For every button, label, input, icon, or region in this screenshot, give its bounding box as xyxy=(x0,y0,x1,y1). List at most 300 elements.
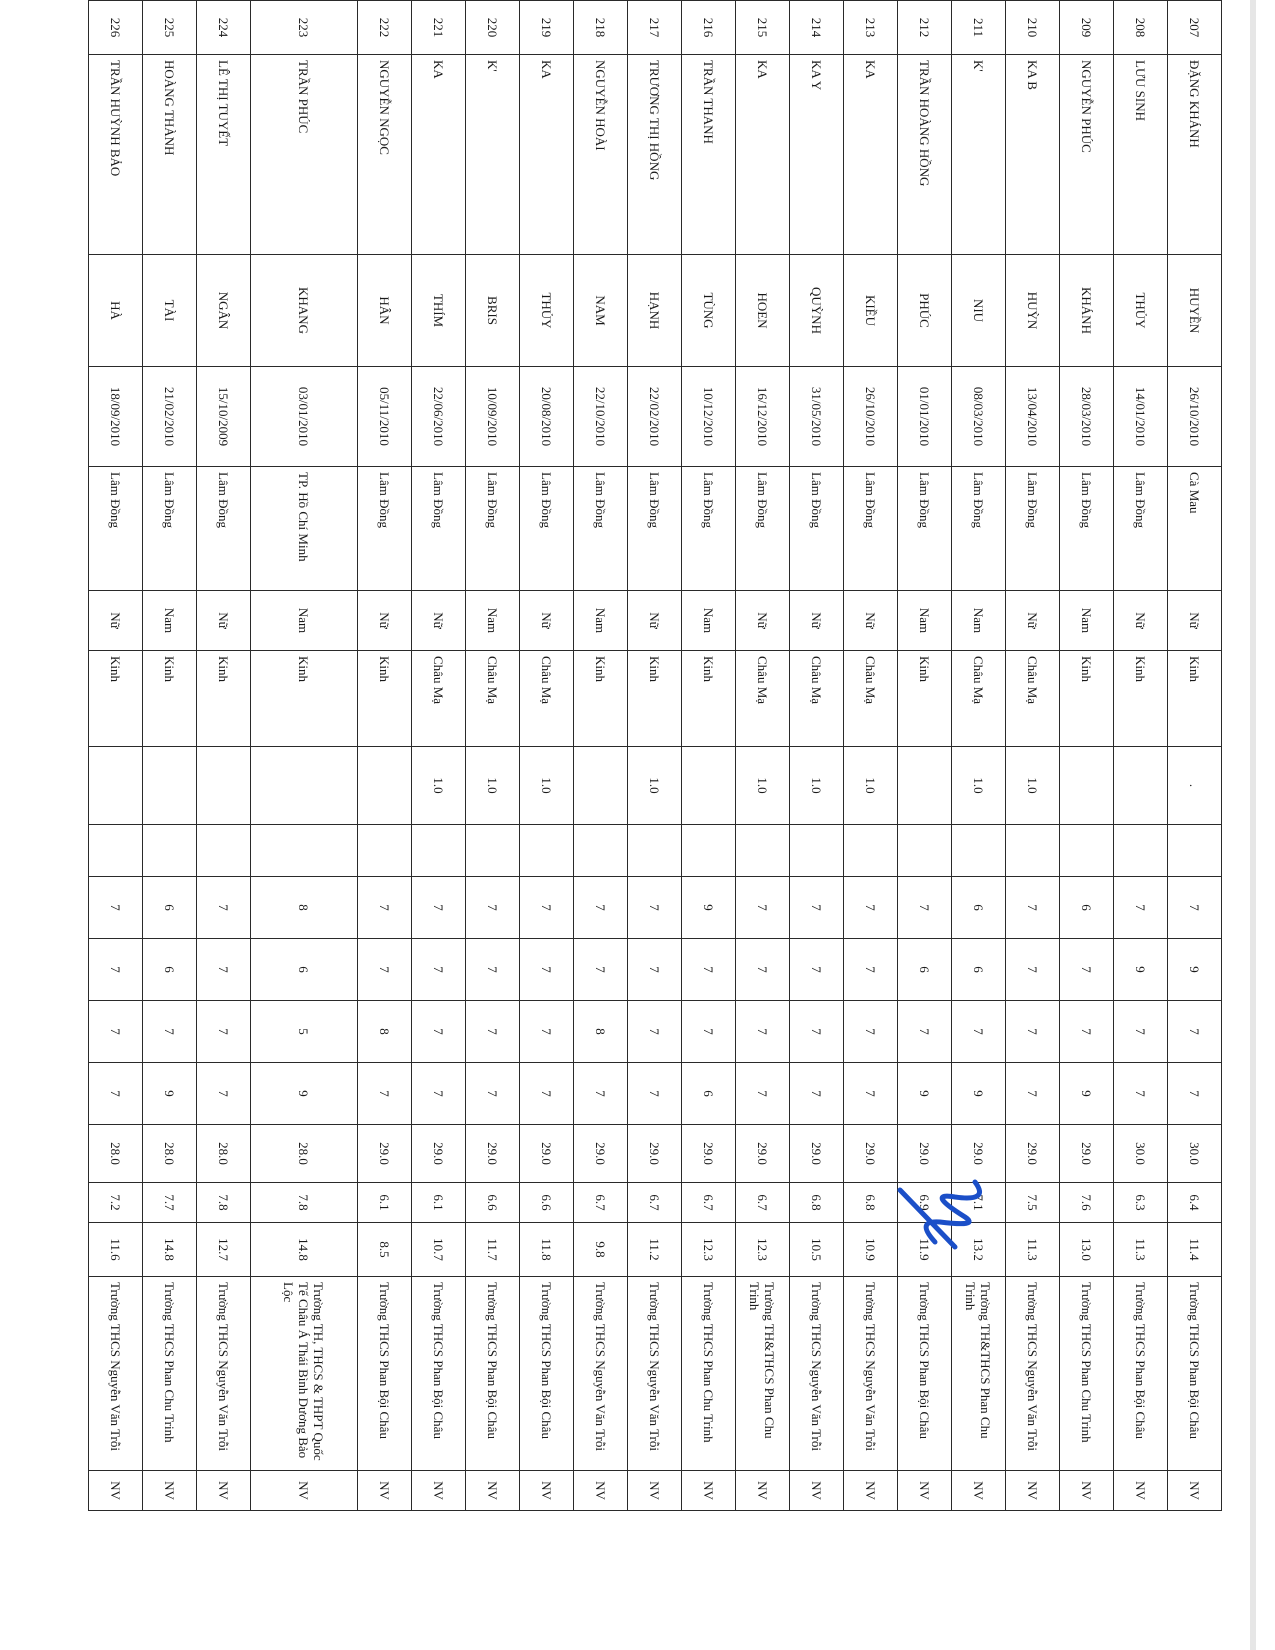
bonus-cell xyxy=(736,825,790,877)
total-score-cell: 28.0 xyxy=(197,1125,251,1183)
table-row xyxy=(251,1,358,1511)
first-name-cell: THỦY xyxy=(520,255,574,367)
last-name-cell: KA xyxy=(844,55,898,255)
gender-cell: Nam xyxy=(466,591,520,651)
birth-place-cell: TP. Hồ Chí Minh xyxy=(251,467,358,591)
ethnicity-cell: Châu Mạ xyxy=(952,651,1006,747)
bonus-cell xyxy=(520,825,574,877)
exam-score-cell: 10.7 xyxy=(412,1223,466,1277)
birth-place-cell: Lâm Đồng xyxy=(89,467,143,591)
birth-date-cell: 22/02/2010 xyxy=(628,367,682,467)
score-2-cell: 6 xyxy=(251,939,358,1001)
exam-score-cell: 13.0 xyxy=(1060,1223,1114,1277)
ethnicity-cell: Kinh xyxy=(682,651,736,747)
score-2-cell: 9 xyxy=(1168,939,1222,1001)
average-cell: 6.3 xyxy=(1114,1183,1168,1223)
first-name-cell: THỦY xyxy=(1114,255,1168,367)
score-3-cell: 7 xyxy=(1114,1001,1168,1063)
bonus-cell xyxy=(251,825,358,877)
average-cell: 7.5 xyxy=(1006,1183,1060,1223)
score-3-cell: 7 xyxy=(844,1001,898,1063)
score-3-cell: 8 xyxy=(574,1001,628,1063)
total-score-cell: 29.0 xyxy=(736,1125,790,1183)
stt-cell: 224 xyxy=(197,1,251,55)
score-1-cell: 7 xyxy=(628,877,682,939)
stt-cell: 217 xyxy=(628,1,682,55)
priority-cell xyxy=(574,747,628,825)
bonus-cell xyxy=(1006,825,1060,877)
score-2-cell: 7 xyxy=(89,939,143,1001)
table-row xyxy=(574,1,628,1511)
school-cell: Trường THCS Phan Chu Trinh xyxy=(682,1277,736,1471)
stt-cell: 211 xyxy=(952,1,1006,55)
average-cell: 7.2 xyxy=(89,1183,143,1223)
school-cell: Trường THCS Phan Bội Châu xyxy=(412,1277,466,1471)
score-4-cell: 9 xyxy=(143,1063,197,1125)
last-name-cell: LƯU SINH xyxy=(1114,55,1168,255)
table-row xyxy=(1006,1,1060,1511)
exam-score-cell: 12.7 xyxy=(197,1223,251,1277)
score-1-cell: 9 xyxy=(682,877,736,939)
priority-cell: 1.0 xyxy=(466,747,520,825)
birth-place-cell: Lâm Đồng xyxy=(682,467,736,591)
last-name-cell: LÊ THỊ TUYẾT xyxy=(197,55,251,255)
table-row xyxy=(628,1,682,1511)
birth-date-cell: 21/02/2010 xyxy=(143,367,197,467)
school-cell: Trường TH&THCS Phan Chu Trinh xyxy=(952,1277,1006,1471)
last-name-cell: K' xyxy=(952,55,1006,255)
gender-cell: Nữ xyxy=(1168,591,1222,651)
wish-cell: NV xyxy=(412,1471,466,1511)
gender-cell: Nữ xyxy=(520,591,574,651)
ethnicity-cell: Kinh xyxy=(143,651,197,747)
last-name-cell: NGUYỄN NGỌC xyxy=(358,55,412,255)
exam-score-cell: 10.9 xyxy=(844,1223,898,1277)
birth-date-cell: 16/12/2010 xyxy=(736,367,790,467)
first-name-cell: HẠNH xyxy=(628,255,682,367)
average-cell: 7.8 xyxy=(251,1183,358,1223)
total-score-cell: 29.0 xyxy=(466,1125,520,1183)
score-2-cell: 7 xyxy=(574,939,628,1001)
gender-cell: Nữ xyxy=(790,591,844,651)
table-row xyxy=(1168,1,1222,1511)
total-score-cell: 28.0 xyxy=(143,1125,197,1183)
gender-cell: Nữ xyxy=(197,591,251,651)
score-1-cell: 6 xyxy=(952,877,1006,939)
score-1-cell: 7 xyxy=(358,877,412,939)
ethnicity-cell: Châu Mạ xyxy=(736,651,790,747)
birth-date-cell: 20/08/2010 xyxy=(520,367,574,467)
school-cell: Trường TH, THCS & THPT Quốc Tế Châu Á Thái Bình Dương Bảo Lộc xyxy=(251,1277,358,1471)
score-3-cell: 5 xyxy=(251,1001,358,1063)
score-1-cell: 7 xyxy=(790,877,844,939)
score-2-cell: 7 xyxy=(736,939,790,1001)
score-1-cell: 7 xyxy=(412,877,466,939)
total-score-cell: 29.0 xyxy=(520,1125,574,1183)
total-score-cell: 29.0 xyxy=(358,1125,412,1183)
priority-cell: 1.0 xyxy=(520,747,574,825)
priority-cell: 1.0 xyxy=(412,747,466,825)
score-3-cell: 7 xyxy=(952,1001,1006,1063)
score-1-cell: 7 xyxy=(844,877,898,939)
score-4-cell: 7 xyxy=(520,1063,574,1125)
exam-score-cell: 11.3 xyxy=(1114,1223,1168,1277)
exam-score-cell: 11.6 xyxy=(89,1223,143,1277)
average-cell: 6.8 xyxy=(844,1183,898,1223)
score-2-cell: 9 xyxy=(1114,939,1168,1001)
bonus-cell xyxy=(358,825,412,877)
bonus-cell xyxy=(628,825,682,877)
total-score-cell: 29.0 xyxy=(412,1125,466,1183)
birth-place-cell: Lâm Đồng xyxy=(466,467,520,591)
score-2-cell: 7 xyxy=(628,939,682,1001)
average-cell: 6.8 xyxy=(790,1183,844,1223)
score-4-cell: 9 xyxy=(898,1063,952,1125)
priority-cell xyxy=(143,747,197,825)
first-name-cell: NIU xyxy=(952,255,1006,367)
last-name-cell: TRẦN PHÚC xyxy=(251,55,358,255)
bonus-cell xyxy=(1114,825,1168,877)
table-row xyxy=(197,1,251,1511)
ethnicity-cell: Kinh xyxy=(1168,651,1222,747)
exam-score-cell: 11.2 xyxy=(628,1223,682,1277)
priority-cell xyxy=(898,747,952,825)
ethnicity-cell: Kinh xyxy=(358,651,412,747)
score-1-cell: 7 xyxy=(197,877,251,939)
score-2-cell: 6 xyxy=(952,939,1006,1001)
birth-place-cell: Lâm Đồng xyxy=(844,467,898,591)
first-name-cell: KIỀU xyxy=(844,255,898,367)
gender-cell: Nữ xyxy=(844,591,898,651)
score-2-cell: 7 xyxy=(197,939,251,1001)
birth-place-cell: Lâm Đồng xyxy=(1060,467,1114,591)
birth-place-cell: Lâm Đồng xyxy=(520,467,574,591)
score-2-cell: 7 xyxy=(1006,939,1060,1001)
birth-date-cell: 26/10/2010 xyxy=(844,367,898,467)
ethnicity-cell: Châu Mạ xyxy=(844,651,898,747)
table-row xyxy=(520,1,574,1511)
school-cell: Trường TH&THCS Phan Chu Trinh xyxy=(736,1277,790,1471)
exam-score-cell: 13.2 xyxy=(952,1223,1006,1277)
wish-cell: NV xyxy=(574,1471,628,1511)
average-cell: 7.1 xyxy=(952,1183,1006,1223)
priority-cell: 1.0 xyxy=(1006,747,1060,825)
score-3-cell: 7 xyxy=(197,1001,251,1063)
stt-cell: 226 xyxy=(89,1,143,55)
stt-cell: 225 xyxy=(143,1,197,55)
first-name-cell: THÍM xyxy=(412,255,466,367)
score-3-cell: 7 xyxy=(412,1001,466,1063)
stt-cell: 210 xyxy=(1006,1,1060,55)
total-score-cell: 30.0 xyxy=(1114,1125,1168,1183)
average-cell: 6.6 xyxy=(520,1183,574,1223)
ethnicity-cell: Châu Mạ xyxy=(790,651,844,747)
ethnicity-cell: Kinh xyxy=(89,651,143,747)
table-row xyxy=(1114,1,1168,1511)
birth-place-cell: Lâm Đồng xyxy=(898,467,952,591)
priority-cell: 1.0 xyxy=(736,747,790,825)
wish-cell: NV xyxy=(251,1471,358,1511)
stt-cell: 209 xyxy=(1060,1,1114,55)
priority-cell: . xyxy=(1168,747,1222,825)
stt-cell: 219 xyxy=(520,1,574,55)
exam-score-cell: 11.7 xyxy=(466,1223,520,1277)
first-name-cell: HUỲN xyxy=(1006,255,1060,367)
score-4-cell: 7 xyxy=(1168,1063,1222,1125)
average-cell: 6.7 xyxy=(736,1183,790,1223)
stt-cell: 212 xyxy=(898,1,952,55)
gender-cell: Nam xyxy=(952,591,1006,651)
score-4-cell: 7 xyxy=(574,1063,628,1125)
bonus-cell xyxy=(1060,825,1114,877)
wish-cell: NV xyxy=(790,1471,844,1511)
stt-cell: 214 xyxy=(790,1,844,55)
average-cell: 6.1 xyxy=(358,1183,412,1223)
birth-date-cell: 26/10/2010 xyxy=(1168,367,1222,467)
school-cell: Trường THCS Phan Bội Châu xyxy=(898,1277,952,1471)
gender-cell: Nữ xyxy=(1006,591,1060,651)
birth-date-cell: 14/01/2010 xyxy=(1114,367,1168,467)
school-cell: Trường THCS Nguyễn Văn Trỗi xyxy=(1006,1277,1060,1471)
gender-cell: Nam xyxy=(898,591,952,651)
score-4-cell: 7 xyxy=(412,1063,466,1125)
wish-cell: NV xyxy=(466,1471,520,1511)
total-score-cell: 29.0 xyxy=(1006,1125,1060,1183)
birth-date-cell: 18/09/2010 xyxy=(89,367,143,467)
gender-cell: Nữ xyxy=(358,591,412,651)
birth-date-cell: 03/01/2010 xyxy=(251,367,358,467)
wish-cell: NV xyxy=(89,1471,143,1511)
table-row xyxy=(898,1,952,1511)
birth-place-cell: Lâm Đồng xyxy=(1114,467,1168,591)
birth-place-cell: Lâm Đồng xyxy=(197,467,251,591)
table-row xyxy=(790,1,844,1511)
exam-score-cell: 11.3 xyxy=(1006,1223,1060,1277)
bonus-cell xyxy=(1168,825,1222,877)
score-3-cell: 7 xyxy=(143,1001,197,1063)
school-cell: Trường THCS Phan Chu Trinh xyxy=(1060,1277,1114,1471)
first-name-cell: TÀI xyxy=(143,255,197,367)
table-row xyxy=(143,1,197,1511)
total-score-cell: 29.0 xyxy=(952,1125,1006,1183)
stt-cell: 215 xyxy=(736,1,790,55)
score-3-cell: 7 xyxy=(1060,1001,1114,1063)
first-name-cell: HÂN xyxy=(358,255,412,367)
stt-cell: 220 xyxy=(466,1,520,55)
score-3-cell: 7 xyxy=(520,1001,574,1063)
bonus-cell xyxy=(844,825,898,877)
last-name-cell: KA Y xyxy=(790,55,844,255)
score-1-cell: 7 xyxy=(574,877,628,939)
exam-score-cell: 10.5 xyxy=(790,1223,844,1277)
stt-cell: 221 xyxy=(412,1,466,55)
priority-cell xyxy=(251,747,358,825)
score-1-cell: 7 xyxy=(520,877,574,939)
score-4-cell: 7 xyxy=(358,1063,412,1125)
school-cell: Trường THCS Phan Bội Châu xyxy=(466,1277,520,1471)
score-4-cell: 9 xyxy=(1060,1063,1114,1125)
exam-score-cell: 11.9 xyxy=(898,1223,952,1277)
score-3-cell: 7 xyxy=(628,1001,682,1063)
gender-cell: Nam xyxy=(1060,591,1114,651)
priority-cell: 1.0 xyxy=(628,747,682,825)
score-3-cell: 7 xyxy=(1168,1001,1222,1063)
birth-place-cell: Lâm Đồng xyxy=(628,467,682,591)
last-name-cell: KA B xyxy=(1006,55,1060,255)
last-name-cell: ĐẶNG KHÁNH xyxy=(1168,55,1222,255)
birth-date-cell: 08/03/2010 xyxy=(952,367,1006,467)
birth-date-cell: 22/06/2010 xyxy=(412,367,466,467)
score-4-cell: 7 xyxy=(736,1063,790,1125)
last-name-cell: TRẦN THANH xyxy=(682,55,736,255)
last-name-cell: HOÀNG THÀNH xyxy=(143,55,197,255)
total-score-cell: 29.0 xyxy=(574,1125,628,1183)
last-name-cell: NGUYỄN PHÚC xyxy=(1060,55,1114,255)
score-4-cell: 7 xyxy=(89,1063,143,1125)
wish-cell: NV xyxy=(1114,1471,1168,1511)
exam-score-cell: 11.8 xyxy=(520,1223,574,1277)
last-name-cell: NGUYỄN HOÀI xyxy=(574,55,628,255)
bonus-cell xyxy=(143,825,197,877)
average-cell: 6.9 xyxy=(898,1183,952,1223)
stt-cell: 213 xyxy=(844,1,898,55)
first-name-cell: NAM xyxy=(574,255,628,367)
gender-cell: Nữ xyxy=(89,591,143,651)
priority-cell: 1.0 xyxy=(844,747,898,825)
score-2-cell: 7 xyxy=(412,939,466,1001)
score-3-cell: 7 xyxy=(1006,1001,1060,1063)
total-score-cell: 30.0 xyxy=(1168,1125,1222,1183)
score-2-cell: 7 xyxy=(790,939,844,1001)
total-score-cell: 29.0 xyxy=(682,1125,736,1183)
average-cell: 6.4 xyxy=(1168,1183,1222,1223)
average-cell: 7.8 xyxy=(197,1183,251,1223)
score-2-cell: 7 xyxy=(1060,939,1114,1001)
birth-date-cell: 13/04/2010 xyxy=(1006,367,1060,467)
priority-cell xyxy=(197,747,251,825)
score-4-cell: 7 xyxy=(197,1063,251,1125)
score-2-cell: 6 xyxy=(898,939,952,1001)
last-name-cell: K' xyxy=(466,55,520,255)
score-1-cell: 7 xyxy=(89,877,143,939)
score-2-cell: 7 xyxy=(682,939,736,1001)
first-name-cell: HÀ xyxy=(89,255,143,367)
total-score-cell: 29.0 xyxy=(628,1125,682,1183)
priority-cell: 1.0 xyxy=(952,747,1006,825)
score-1-cell: 7 xyxy=(736,877,790,939)
ethnicity-cell: Châu Mạ xyxy=(412,651,466,747)
table-body xyxy=(89,1,1222,1511)
first-name-cell: KHÁNH xyxy=(1060,255,1114,367)
school-cell: Trường THCS Nguyễn Văn Trỗi xyxy=(574,1277,628,1471)
score-4-cell: 7 xyxy=(466,1063,520,1125)
score-2-cell: 7 xyxy=(844,939,898,1001)
wish-cell: NV xyxy=(1006,1471,1060,1511)
table-row xyxy=(1060,1,1114,1511)
average-cell: 7.7 xyxy=(143,1183,197,1223)
score-1-cell: 6 xyxy=(1060,877,1114,939)
score-3-cell: 7 xyxy=(790,1001,844,1063)
table-row xyxy=(412,1,466,1511)
table-row xyxy=(952,1,1006,1511)
score-2-cell: 7 xyxy=(520,939,574,1001)
gender-cell: Nữ xyxy=(628,591,682,651)
birth-place-cell: Lâm Đồng xyxy=(952,467,1006,591)
ethnicity-cell: Châu Mạ xyxy=(1006,651,1060,747)
exam-score-cell: 12.3 xyxy=(736,1223,790,1277)
first-name-cell: NGÂN xyxy=(197,255,251,367)
school-cell: Trường THCS Nguyễn Văn Trỗi xyxy=(790,1277,844,1471)
gender-cell: Nam xyxy=(143,591,197,651)
school-cell: Trường THCS Nguyễn Văn Trỗi xyxy=(89,1277,143,1471)
bonus-cell xyxy=(790,825,844,877)
birth-date-cell: 22/10/2010 xyxy=(574,367,628,467)
score-3-cell: 7 xyxy=(89,1001,143,1063)
total-score-cell: 28.0 xyxy=(89,1125,143,1183)
ethnicity-cell: Kinh xyxy=(898,651,952,747)
bonus-cell xyxy=(898,825,952,877)
birth-date-cell: 15/10/2009 xyxy=(197,367,251,467)
birth-place-cell: Lâm Đồng xyxy=(143,467,197,591)
first-name-cell: KHANG xyxy=(251,255,358,367)
birth-date-cell: 10/09/2010 xyxy=(466,367,520,467)
last-name-cell: TRƯƠNG THỊ HỒNG xyxy=(628,55,682,255)
wish-cell: NV xyxy=(628,1471,682,1511)
average-cell: 6.1 xyxy=(412,1183,466,1223)
gender-cell: Nữ xyxy=(736,591,790,651)
birth-date-cell: 01/01/2010 xyxy=(898,367,952,467)
score-2-cell: 6 xyxy=(143,939,197,1001)
table-row xyxy=(466,1,520,1511)
last-name-cell: TRẦN HUỲNH BẢO xyxy=(89,55,143,255)
score-2-cell: 7 xyxy=(358,939,412,1001)
ethnicity-cell: Kinh xyxy=(574,651,628,747)
score-4-cell: 9 xyxy=(952,1063,1006,1125)
school-cell: Trường THCS Phan Bội Châu xyxy=(358,1277,412,1471)
wish-cell: NV xyxy=(1168,1471,1222,1511)
priority-cell xyxy=(89,747,143,825)
school-cell: Trường THCS Phan Chu Trinh xyxy=(143,1277,197,1471)
rotated-sheet xyxy=(50,0,1270,1650)
wish-cell: NV xyxy=(520,1471,574,1511)
wish-cell: NV xyxy=(143,1471,197,1511)
student-score-table xyxy=(88,0,1222,1511)
birth-place-cell: Cà Mau xyxy=(1168,467,1222,591)
average-cell: 6.7 xyxy=(574,1183,628,1223)
score-1-cell: 7 xyxy=(898,877,952,939)
score-3-cell: 7 xyxy=(466,1001,520,1063)
gender-cell: Nam xyxy=(251,591,358,651)
exam-score-cell: 14.8 xyxy=(143,1223,197,1277)
score-1-cell: 7 xyxy=(466,877,520,939)
wish-cell: NV xyxy=(844,1471,898,1511)
ethnicity-cell: Châu Mạ xyxy=(520,651,574,747)
score-4-cell: 7 xyxy=(1114,1063,1168,1125)
first-name-cell: QUỲNH xyxy=(790,255,844,367)
average-cell: 6.7 xyxy=(628,1183,682,1223)
signature-mark xyxy=(885,1172,995,1252)
score-4-cell: 7 xyxy=(790,1063,844,1125)
ethnicity-cell: Kinh xyxy=(251,651,358,747)
birth-place-cell: Lâm Đồng xyxy=(736,467,790,591)
birth-date-cell: 31/05/2010 xyxy=(790,367,844,467)
last-name-cell: TRẦN HOÀNG HỒNG xyxy=(898,55,952,255)
table-row xyxy=(682,1,736,1511)
wish-cell: NV xyxy=(358,1471,412,1511)
average-cell: 6.6 xyxy=(466,1183,520,1223)
ethnicity-cell: Kinh xyxy=(628,651,682,747)
ethnicity-cell: Kinh xyxy=(1060,651,1114,747)
